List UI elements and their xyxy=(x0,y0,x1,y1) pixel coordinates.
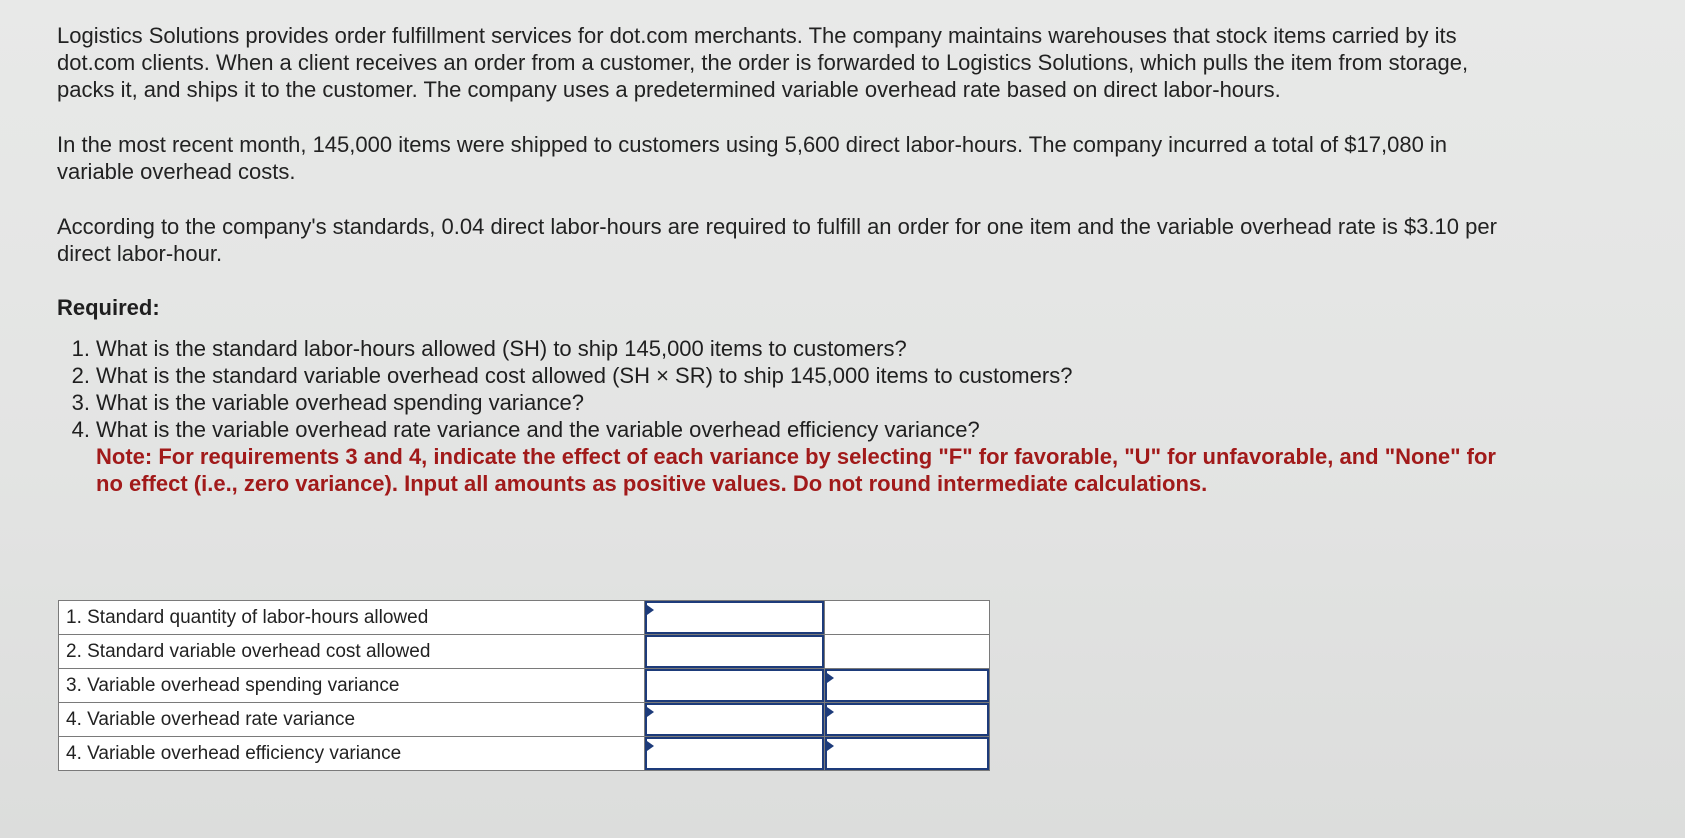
effect-cell xyxy=(825,669,990,703)
row-label: 2. Standard variable overhead cost allowed xyxy=(59,635,645,669)
effect-cell xyxy=(825,635,990,669)
amount-cell xyxy=(645,737,825,771)
question-text: What is the variable overhead rate variance and the variable overhead efficiency variance? xyxy=(96,417,980,442)
question-list xyxy=(57,335,1527,443)
question-text: What is the variable overhead spending variance? xyxy=(96,390,584,415)
amount-cell xyxy=(645,635,825,669)
effect-cell-empty xyxy=(825,601,989,634)
effect-select[interactable] xyxy=(825,737,989,770)
problem-paragraph-1: Logistics Solutions provides order fulfillment services for dot.com merchants. The company maintains warehouses that stock items carried by its dot.com clients. When a client receives an order from a customer, the order is forwarded to Logistics Solutions, which pulls the item from storage, packs it, and ships it to the customer. The company uses a predetermined variable overhead rate based on direct labor-hours. xyxy=(57,23,1469,102)
question-number: 4. xyxy=(71,417,90,442)
question-item xyxy=(57,416,1527,443)
input-marker-icon xyxy=(647,707,654,717)
question-item xyxy=(57,389,1527,416)
problem-paragraph-3: According to the company's standards, 0.04 direct labor-hours are required to fulfill an order for one item and the variable overhead rate is $3.10 per direct labor-hour. xyxy=(57,214,1497,266)
amount-cell xyxy=(645,669,825,703)
row-label: 3. Variable overhead spending variance xyxy=(59,669,645,703)
dropdown-marker-icon xyxy=(827,673,834,683)
question-number: 3. xyxy=(71,390,90,415)
table-row xyxy=(59,703,990,737)
table-row xyxy=(59,669,990,703)
amount-cell xyxy=(645,703,825,737)
row-label: 4. Variable overhead rate variance xyxy=(59,703,645,737)
instruction-note: Note: For requirements 3 and 4, indicate the effect of each variance by selecting "F" for favorable, "U" for unfavorable, and "None" for no effect (i.e., zero variance). Input all amounts as positive values. Do not round intermediate calculations. xyxy=(96,444,1496,496)
row-label: 1. Standard quantity of labor-hours allowed xyxy=(59,601,645,635)
row-label: 4. Variable overhead efficiency variance xyxy=(59,737,645,771)
amount-cell xyxy=(645,601,825,635)
question-text: What is the standard labor-hours allowed (SH) to ship 145,000 items to customers? xyxy=(96,336,907,361)
question-number: 2. xyxy=(71,363,90,388)
amount-input[interactable] xyxy=(645,703,824,736)
dropdown-marker-icon xyxy=(827,741,834,751)
required-heading: Required: xyxy=(57,295,160,320)
problem-content xyxy=(57,22,1527,497)
effect-select[interactable] xyxy=(825,703,989,736)
table-row xyxy=(59,737,990,771)
input-marker-icon xyxy=(647,605,654,615)
effect-cell xyxy=(825,737,990,771)
answer-table xyxy=(58,600,990,771)
table-row xyxy=(59,601,990,635)
question-item xyxy=(57,362,1527,389)
table-row xyxy=(59,635,990,669)
problem-paragraph-2: In the most recent month, 145,000 items were shipped to customers using 5,600 direct labor-hours. The company incurred a total of $17,080 in variable overhead costs. xyxy=(57,132,1448,184)
effect-cell xyxy=(825,601,990,635)
question-number: 1. xyxy=(71,336,90,361)
question-text: What is the standard variable overhead cost allowed (SH × SR) to ship 145,000 items to customers? xyxy=(96,363,1073,388)
amount-input[interactable] xyxy=(645,601,824,634)
amount-input[interactable] xyxy=(645,669,824,702)
effect-cell xyxy=(825,703,990,737)
amount-input[interactable] xyxy=(645,737,824,770)
effect-cell-empty xyxy=(825,635,989,668)
amount-input[interactable] xyxy=(645,635,824,668)
effect-select[interactable] xyxy=(825,669,989,702)
question-item xyxy=(57,335,1527,362)
dropdown-marker-icon xyxy=(827,707,834,717)
input-marker-icon xyxy=(647,741,654,751)
